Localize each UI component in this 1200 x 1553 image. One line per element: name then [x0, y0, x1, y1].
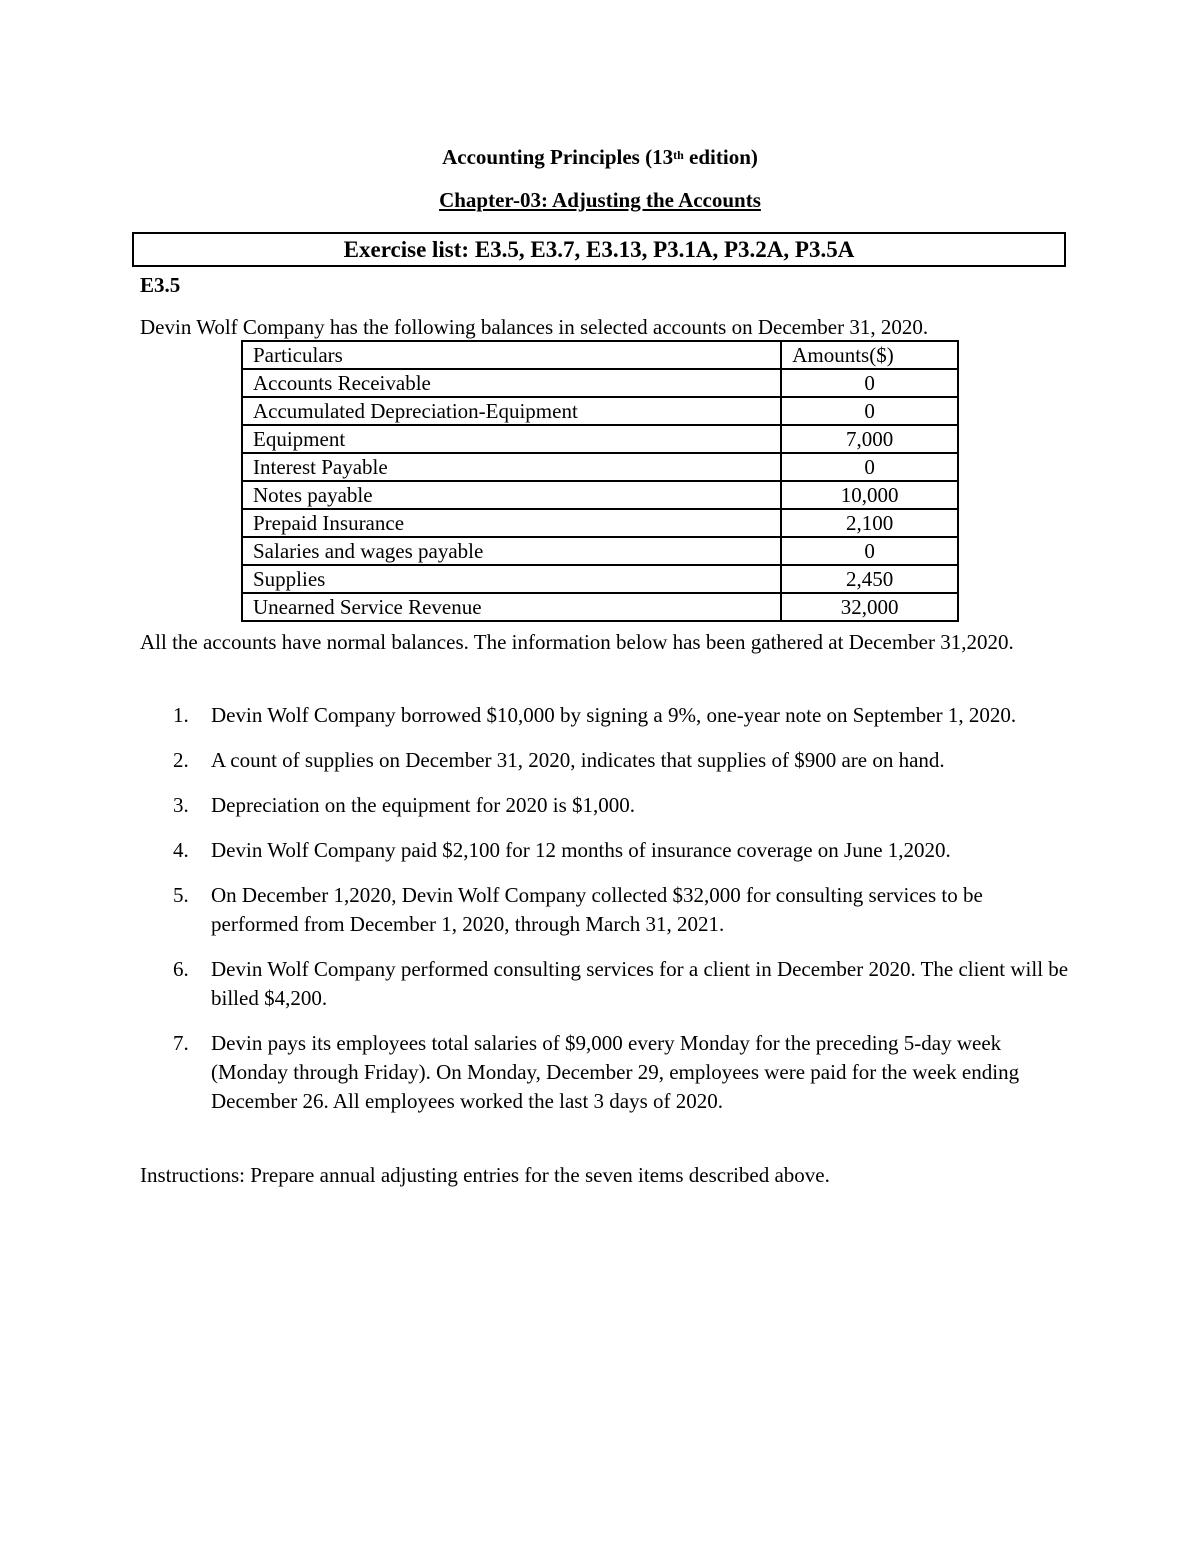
row-particular: Unearned Service Revenue [242, 593, 781, 621]
list-item [140, 1029, 1070, 1116]
table-row [242, 509, 958, 537]
item-text: Devin Wolf Company borrowed $10,000 by signing a 9%, one-year note on September 1, 2020. [211, 703, 1017, 727]
item-text: Devin Wolf Company performed consulting services for a client in December 2020. The client will be billed $4,200. [211, 957, 1069, 1010]
row-amount: 0 [781, 537, 958, 565]
list-item [140, 746, 1070, 775]
adjustment-list [140, 701, 1070, 1132]
item-number: 7. [173, 1031, 189, 1055]
table-row [242, 397, 958, 425]
section-label: E3.5 [140, 273, 181, 297]
item-number: 3. [173, 793, 189, 817]
list-item [140, 955, 1070, 1013]
table-row [242, 453, 958, 481]
title-superscript: th [673, 148, 684, 162]
row-particular: Salaries and wages payable [242, 537, 781, 565]
row-amount: 32,000 [781, 593, 958, 621]
item-text: On December 1,2020, Devin Wolf Company collected $32,000 for consulting services to be performed from December 1, 2020, through March 31, 2021. [211, 883, 983, 936]
item-number: 5. [173, 883, 189, 907]
item-number: 2. [173, 748, 189, 772]
item-text: A count of supplies on December 31, 2020, indicates that supplies of $900 are on hand. [211, 748, 945, 772]
list-item [140, 836, 1070, 865]
header-amounts: Amounts($) [781, 341, 958, 369]
table-header-row [242, 341, 958, 369]
row-amount: 0 [781, 369, 958, 397]
document-title [0, 143, 1200, 171]
row-particular: Supplies [242, 565, 781, 593]
item-text: Devin Wolf Company paid $2,100 for 12 months of insurance coverage on June 1,2020. [211, 838, 951, 862]
table-row [242, 593, 958, 621]
after-table-paragraph: All the accounts have normal balances. The information below has been gathered at December 31,2020. [140, 630, 1014, 654]
title-suffix: edition) [683, 145, 758, 169]
item-number: 1. [173, 703, 189, 727]
item-text: Devin pays its employees total salaries of $9,000 every Monday for the preceding 5-day week (Monday through Friday). On Monday, December 29, employees were paid for the week ending December 26. All employees worked the last 3 days of 2020. [211, 1031, 1020, 1113]
row-particular: Accounts Receivable [242, 369, 781, 397]
row-particular: Notes payable [242, 481, 781, 509]
item-text: Depreciation on the equipment for 2020 is $1,000. [211, 793, 635, 817]
row-amount: 0 [781, 453, 958, 481]
instructions-paragraph: Instructions: Prepare annual adjusting entries for the seven items described above. [140, 1163, 830, 1187]
list-item [140, 881, 1070, 939]
table-row [242, 565, 958, 593]
table-row [242, 369, 958, 397]
row-particular: Equipment [242, 425, 781, 453]
table-row [242, 481, 958, 509]
title-main: Accounting Principles (13 [442, 145, 674, 169]
row-amount: 10,000 [781, 481, 958, 509]
row-particular: Accumulated Depreciation-Equipment [242, 397, 781, 425]
chapter-heading: Chapter-03: Adjusting the Accounts [439, 188, 761, 212]
balances-table [241, 340, 959, 622]
header-particulars: Particulars [242, 341, 781, 369]
item-number: 4. [173, 838, 189, 862]
item-number: 6. [173, 957, 189, 981]
list-item [140, 791, 1070, 820]
row-particular: Interest Payable [242, 453, 781, 481]
row-amount: 2,100 [781, 509, 958, 537]
row-amount: 0 [781, 397, 958, 425]
row-amount: 2,450 [781, 565, 958, 593]
table-row [242, 537, 958, 565]
row-particular: Prepaid Insurance [242, 509, 781, 537]
table-row [242, 425, 958, 453]
intro-paragraph: Devin Wolf Company has the following balances in selected accounts on December 31, 2020. [140, 315, 929, 339]
list-item [140, 701, 1070, 730]
exercise-list-box: Exercise list: E3.5, E3.7, E3.13, P3.1A, P3.2A, P3.5A [132, 232, 1066, 267]
row-amount: 7,000 [781, 425, 958, 453]
